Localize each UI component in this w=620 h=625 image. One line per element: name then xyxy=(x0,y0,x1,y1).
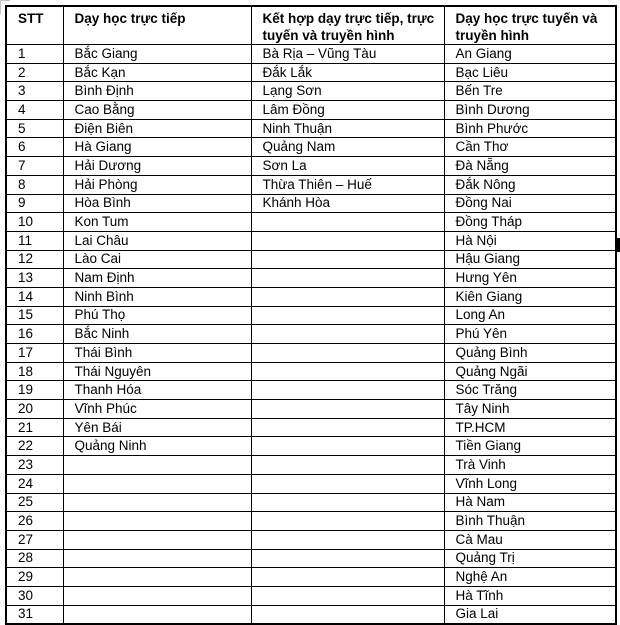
table-row xyxy=(6,530,616,549)
table-cell: Bình Phước xyxy=(444,119,616,138)
table-cell xyxy=(63,549,251,568)
table-row xyxy=(6,63,616,82)
table-cell: 21 xyxy=(6,418,63,437)
table-cell xyxy=(251,549,444,568)
table-cell xyxy=(251,568,444,587)
table-row xyxy=(6,213,616,232)
table-row xyxy=(6,101,616,120)
table-cell: Hậu Giang xyxy=(444,250,616,269)
header-direct-teaching: Dạy học trực tiếp xyxy=(63,6,251,45)
table-cell: 31 xyxy=(6,605,63,624)
table-cell xyxy=(251,306,444,325)
table-row xyxy=(6,45,616,64)
table-cell: 5 xyxy=(6,119,63,138)
table-cell: Đắk Lắk xyxy=(251,63,444,82)
table-cell: Đà Nẵng xyxy=(444,157,616,176)
province-teaching-mode-table xyxy=(5,5,617,625)
table-row xyxy=(6,418,616,437)
table-cell: 18 xyxy=(6,362,63,381)
table-cell: Sóc Trăng xyxy=(444,381,616,400)
table-cell: 23 xyxy=(6,456,63,475)
table-cell xyxy=(251,586,444,605)
table-cell xyxy=(251,456,444,475)
table-cell xyxy=(251,418,444,437)
table-cell: Nghệ An xyxy=(444,568,616,587)
table-cell: Vĩnh Phúc xyxy=(63,400,251,419)
table-row xyxy=(6,400,616,419)
table-cell: Gia Lai xyxy=(444,605,616,624)
table-cell xyxy=(251,325,444,344)
table-cell: Lào Cai xyxy=(63,250,251,269)
table-cell: Cao Bằng xyxy=(63,101,251,120)
table-cell: 13 xyxy=(6,269,63,288)
table-cell: Điện Biên xyxy=(63,119,251,138)
table-cell: Thừa Thiên – Huế xyxy=(251,175,444,194)
table-cell: 2 xyxy=(6,63,63,82)
table-cell: Thái Bình xyxy=(63,344,251,363)
table-cell: Bến Tre xyxy=(444,82,616,101)
table-cell: 24 xyxy=(6,474,63,493)
table-cell: Sơn La xyxy=(251,157,444,176)
table-cell: 7 xyxy=(6,157,63,176)
table-cell: 4 xyxy=(6,101,63,120)
table-cell: Bạc Liêu xyxy=(444,63,616,82)
table-cell xyxy=(251,287,444,306)
table-cell: Quảng Nam xyxy=(251,138,444,157)
table-cell: Khánh Hòa xyxy=(251,194,444,213)
table-cell: Bình Thuận xyxy=(444,512,616,531)
table-cell: Kon Tum xyxy=(63,213,251,232)
table-row xyxy=(6,157,616,176)
table-cell xyxy=(63,568,251,587)
table-cell: TP.HCM xyxy=(444,418,616,437)
table-cell: 19 xyxy=(6,381,63,400)
table-cell: Bắc Kạn xyxy=(63,63,251,82)
table-cell: Phú Yên xyxy=(444,325,616,344)
table-row xyxy=(6,605,616,624)
table-cell: Hà Nam xyxy=(444,493,616,512)
table-cell: Ninh Bình xyxy=(63,287,251,306)
table-cell xyxy=(63,493,251,512)
table-cell: 29 xyxy=(6,568,63,587)
table-cell xyxy=(63,605,251,624)
table-cell xyxy=(251,213,444,232)
table-cell: Bà Rịa – Vũng Tàu xyxy=(251,45,444,64)
table-cell: Ninh Thuận xyxy=(251,119,444,138)
table-cell: Quảng Ninh xyxy=(63,437,251,456)
table-cell: 14 xyxy=(6,287,63,306)
table-cell xyxy=(251,530,444,549)
table-cell: Hải Dương xyxy=(63,157,251,176)
table-row xyxy=(6,138,616,157)
table-row xyxy=(6,325,616,344)
table-cell: Đồng Tháp xyxy=(444,213,616,232)
table-cell: 27 xyxy=(6,530,63,549)
table-row xyxy=(6,82,616,101)
table-cell xyxy=(251,493,444,512)
table-row xyxy=(6,568,616,587)
table-row xyxy=(6,250,616,269)
table-cell: Tây Ninh xyxy=(444,400,616,419)
table-cell: 15 xyxy=(6,306,63,325)
table-row xyxy=(6,362,616,381)
table-cell xyxy=(63,474,251,493)
table-cell: 20 xyxy=(6,400,63,419)
table-cell xyxy=(63,456,251,475)
table-cell: Bắc Giang xyxy=(63,45,251,64)
table-cell: 16 xyxy=(6,325,63,344)
table-cell: Quảng Trị xyxy=(444,549,616,568)
table-cell: Trà Vinh xyxy=(444,456,616,475)
table-cell: 6 xyxy=(6,138,63,157)
text-cursor xyxy=(616,238,620,252)
table-cell: 26 xyxy=(6,512,63,531)
table-cell: Cà Mau xyxy=(444,530,616,549)
table-cell: Cần Thơ xyxy=(444,138,616,157)
table-row xyxy=(6,586,616,605)
header-online-tv-teaching: Dạy học trực tuyến và truyền hình xyxy=(444,6,616,45)
table-cell: Thái Nguyên xyxy=(63,362,251,381)
table-cell: Lạng Sơn xyxy=(251,82,444,101)
table-cell: Nam Định xyxy=(63,269,251,288)
table-row xyxy=(6,344,616,363)
table-cell xyxy=(251,381,444,400)
table-cell: 17 xyxy=(6,344,63,363)
table-cell xyxy=(63,586,251,605)
table-cell xyxy=(251,362,444,381)
table-cell: Lâm Đồng xyxy=(251,101,444,120)
table-row xyxy=(6,119,616,138)
table-cell: Đắk Nông xyxy=(444,175,616,194)
table-row xyxy=(6,512,616,531)
table-cell: 8 xyxy=(6,175,63,194)
table-cell: Tiền Giang xyxy=(444,437,616,456)
table-cell: Đồng Nai xyxy=(444,194,616,213)
table-cell xyxy=(251,605,444,624)
table-cell: Hà Nội xyxy=(444,231,616,250)
table-cell: 22 xyxy=(6,437,63,456)
table-cell xyxy=(63,530,251,549)
table-cell: Yên Bái xyxy=(63,418,251,437)
table-cell xyxy=(251,474,444,493)
table-row xyxy=(6,306,616,325)
table-cell xyxy=(251,512,444,531)
table-header-row xyxy=(6,6,616,45)
table-cell: Kiên Giang xyxy=(444,287,616,306)
table-cell: Hưng Yên xyxy=(444,269,616,288)
table-body xyxy=(6,45,616,624)
table-row xyxy=(6,437,616,456)
table-cell: 10 xyxy=(6,213,63,232)
table-cell: Phú Thọ xyxy=(63,306,251,325)
table-cell: 11 xyxy=(6,231,63,250)
table-cell: Hòa Bình xyxy=(63,194,251,213)
table-row xyxy=(6,456,616,475)
table-cell: Thanh Hóa xyxy=(63,381,251,400)
table-row xyxy=(6,287,616,306)
table-cell: Bắc Ninh xyxy=(63,325,251,344)
table-cell xyxy=(251,250,444,269)
table-cell: Quảng Bình xyxy=(444,344,616,363)
table-cell: Lai Châu xyxy=(63,231,251,250)
table-cell xyxy=(251,437,444,456)
table-row xyxy=(6,493,616,512)
table-cell: Long An xyxy=(444,306,616,325)
header-stt: STT xyxy=(6,6,63,45)
table-cell: Bình Dương xyxy=(444,101,616,120)
table-cell: 28 xyxy=(6,549,63,568)
table-cell: Vĩnh Long xyxy=(444,474,616,493)
table-cell: 12 xyxy=(6,250,63,269)
table-row xyxy=(6,269,616,288)
table-row xyxy=(6,381,616,400)
table-cell: 1 xyxy=(6,45,63,64)
table-cell: Bình Định xyxy=(63,82,251,101)
table-row xyxy=(6,194,616,213)
table-row xyxy=(6,549,616,568)
table-cell xyxy=(251,344,444,363)
table-cell: 25 xyxy=(6,493,63,512)
table-cell: Hải Phòng xyxy=(63,175,251,194)
table-row xyxy=(6,231,616,250)
table-row xyxy=(6,175,616,194)
header-combined-teaching: Kết hợp dạy trực tiếp, trực tuyến và truyền hình xyxy=(251,6,444,45)
table-cell: Quảng Ngãi xyxy=(444,362,616,381)
table-row xyxy=(6,474,616,493)
table-cell: 3 xyxy=(6,82,63,101)
table-cell: An Giang xyxy=(444,45,616,64)
table-cell: Hà Tĩnh xyxy=(444,586,616,605)
table-cell: Hà Giang xyxy=(63,138,251,157)
table-cell xyxy=(251,269,444,288)
table-cell xyxy=(63,512,251,531)
table-cell: 9 xyxy=(6,194,63,213)
table-cell xyxy=(251,400,444,419)
table-cell: 30 xyxy=(6,586,63,605)
table-cell xyxy=(251,231,444,250)
